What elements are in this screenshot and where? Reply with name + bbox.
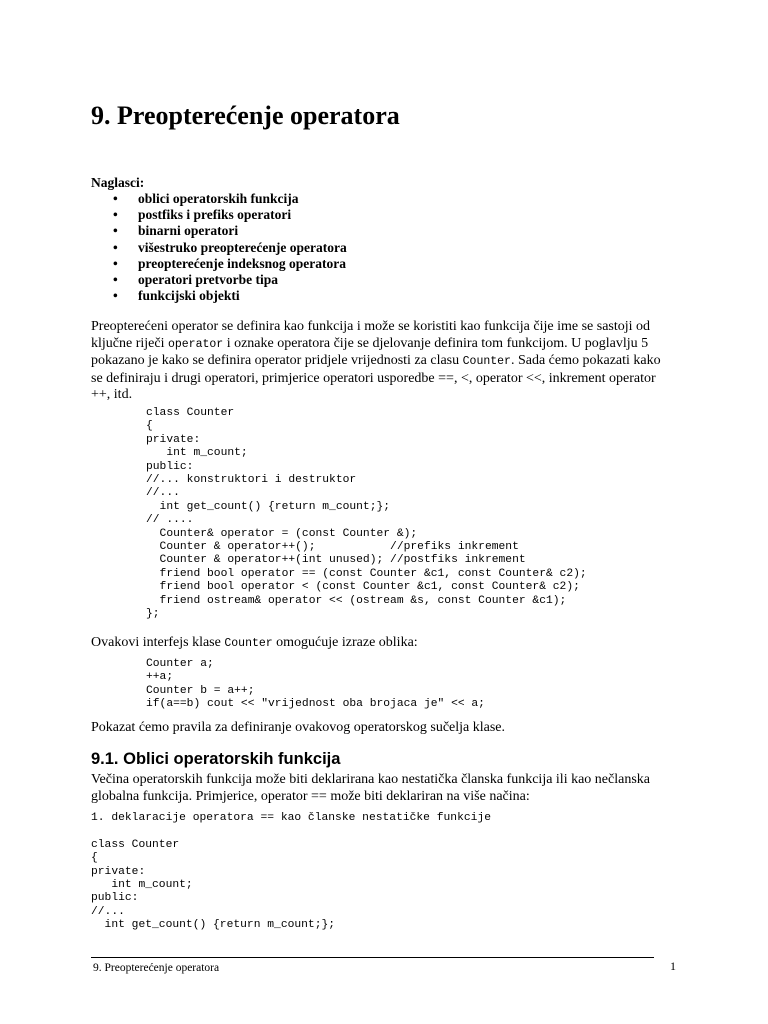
bullet-icon: • — [113, 191, 118, 206]
highlight-item: • postfiks i prefiks operatori — [113, 207, 292, 223]
bullet-icon: • — [113, 207, 118, 223]
rules-paragraph: Pokazat ćemo pravila za definiranje ovakovog operatorskog sučelja klase. — [91, 720, 506, 735]
inline-code: Counter — [462, 355, 511, 368]
code-block-member-operator: 1. deklaracije operatora == kao članske nestatičke funkcije class Counter { private: int m_count; public: //... int get_count() {return m_count;}; — [91, 812, 491, 932]
inline-code: Counter — [224, 637, 273, 650]
footer-running-title: 9. Preopterećenje operatora — [93, 962, 220, 974]
highlight-item: • funkcijski objekti — [113, 288, 240, 304]
highlights-label: Naglasci: — [91, 175, 145, 190]
bullet-icon: • — [113, 239, 118, 255]
highlight-item: • višestruko preopterećenje operatora — [113, 239, 347, 255]
interface-paragraph: Ovakovi interfejs klase Counter omogućuje izraze oblika: — [91, 635, 418, 650]
highlight-item: • preopterećenje indeksnog operatora — [113, 255, 346, 271]
code-block-counter-class: class Counter { private: int m_count; public: //... konstruktori i destruktor //... int get_count() {return m_count;}; // .... Counter& operator = (const Counter &); Counter & operator++(); //prefiks inkrement Counter & operator++(int unused); //postfiks inkrement friend bool operator == (const Counter &c1, const Counter& c2); friend bool operator < (const Counter &c1, const Counter& c2); friend ostream& operator << (ostream &s, const Counter &c1); }; — [146, 407, 587, 621]
highlight-item: • operatori pretvorbe tipa — [113, 272, 278, 288]
section-heading: 9.1. Oblici operatorskih funkcija — [91, 750, 341, 768]
inline-code: operator — [167, 337, 224, 351]
bullet-icon: • — [113, 255, 118, 271]
page-title: 9. Preopterećenje operatora — [91, 101, 400, 130]
section-paragraph: Večina operatorskih funkcija može biti deklarirana kao nestatička članska funkcija ili kao nečlanska globalna funkcija. Primjerice, operator == može biti deklariran na više načina: — [91, 772, 650, 804]
highlights-list — [91, 191, 347, 304]
highlight-item: • binarni operatori — [113, 223, 239, 239]
page-number: 1 — [670, 959, 676, 973]
bullet-icon: • — [113, 223, 118, 239]
footer-divider — [91, 957, 654, 958]
intro-paragraph: Preopterećeni operator se definira kao funkcija i može se koristiti kao funkcija čije ime se sastoji od ključne riječi operator i oznake operatora čije se djelovanje definira tom funkcijom. U poglavlju 5 pokazano je kako se definira operator pridjele vrijednosti za clasu Counter. Sada ćemo pokazati kako se definiraju i drugi operatori, primjerice operatori usporedbe ==, <, operator <<, inkrement operator ++, itd. — [91, 319, 661, 402]
bullet-icon: • — [113, 272, 118, 288]
bullet-icon: • — [113, 288, 118, 304]
code-block-usage: Counter a; ++a; Counter b = a++; if(a==b) cout << "vrijednost oba brojaca je" << a; — [146, 658, 485, 711]
highlight-item: • oblici operatorskih funkcija — [113, 191, 299, 206]
